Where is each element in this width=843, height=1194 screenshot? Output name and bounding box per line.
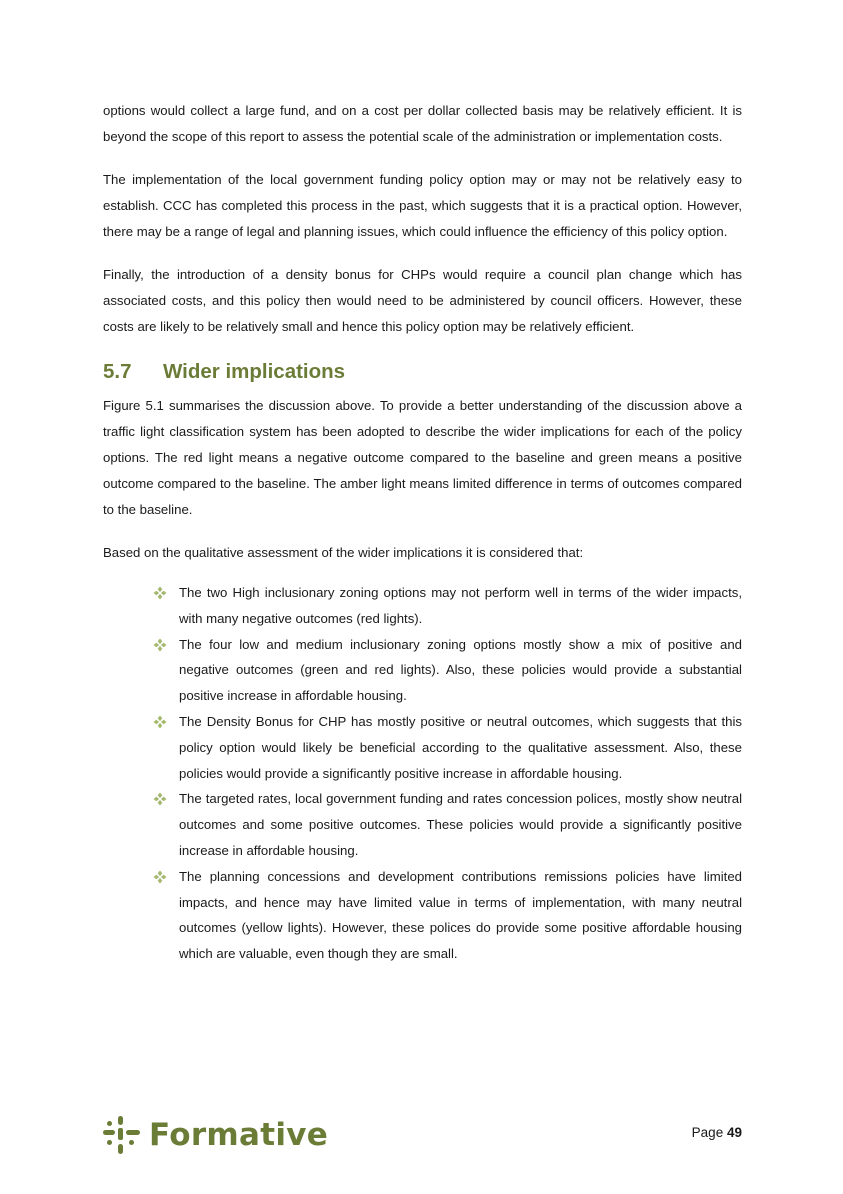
- bullet-text: The planning concessions and development contributions remissions policies have limited impacts, and hence may have limited value in terms of implementation, with many neutral outcomes (yellow lights). However, these polices do provide some positive affordable housing which are valuable, even though they are small.: [179, 868, 742, 962]
- list-item: [151, 709, 742, 786]
- list-item: [151, 632, 742, 709]
- body-paragraph: Figure 5.1 summarises the discussion above. To provide a better understanding of the discussion above a traffic light classification system has been adopted to describe the wider implications for each of the policy options. The red light means a negative outcome compared to the baseline and green means a positive outcome compared to the baseline. The amber light means limited difference in terms of outcomes compared to the baseline.: [103, 398, 742, 517]
- page-number-value: 49: [726, 1125, 742, 1140]
- list-item: [151, 864, 742, 967]
- four-diamond-bullet-icon: [153, 638, 167, 652]
- page-content: [103, 98, 742, 967]
- formative-logo-icon: [103, 1115, 141, 1155]
- four-diamond-bullet-icon: [153, 586, 167, 600]
- body-paragraph: options would collect a large fund, and on a cost per dollar collected basis may be relatively efficient. It is beyond the scope of this report to assess the potential scale of the administration or implementation costs.: [103, 103, 742, 144]
- bullet-text: The four low and medium inclusionary zoning options mostly show a mix of positive and negative outcomes (green and red lights). Also, these policies would provide a substantial positive increase in affordable housing.: [179, 636, 742, 704]
- page-number: [692, 1125, 742, 1140]
- body-paragraph: Finally, the introduction of a density bonus for CHPs would require a council plan change which has associated costs, and this policy then would need to be administered by council officers. However, these costs are likely to be relatively small and hence this policy option may be relatively efficient.: [103, 267, 742, 334]
- section-number: 5.7: [103, 360, 132, 383]
- section-title: Wider implications: [163, 360, 346, 383]
- body-paragraph: The implementation of the local government funding policy option may or may not be relatively easy to establish. CCC has completed this process in the past, which suggests that it is a practical option. However, there may be a range of legal and planning issues, which could influence the efficiency of this policy option.: [103, 172, 742, 239]
- bullet-text: The Density Bonus for CHP has mostly positive or neutral outcomes, which suggests that this policy option would likely be beneficial according to the qualitative assessment. Also, these policies would provide a significantly positive increase in affordable housing.: [179, 713, 742, 781]
- list-item: [151, 580, 742, 632]
- four-diamond-bullet-icon: [153, 715, 167, 729]
- body-paragraph: Based on the qualitative assessment of the wider implications it is considered that:: [103, 545, 584, 560]
- four-diamond-bullet-icon: [153, 870, 167, 884]
- page-label: Page: [691, 1125, 724, 1140]
- four-diamond-bullet-icon: [153, 792, 167, 806]
- bullet-list: [103, 580, 742, 967]
- bullet-text: The targeted rates, local government funding and rates concession polices, mostly show neutral outcomes and some positive outcomes. These policies would provide a significantly positive increase in affordable housing.: [179, 791, 742, 858]
- section-heading: [103, 357, 742, 387]
- logo-text: Formative: [149, 1117, 329, 1153]
- list-item: [151, 786, 742, 863]
- bullet-text: The two High inclusionary zoning options may not perform well in terms of the wider impacts, with many negative outcomes (red lights).: [179, 585, 742, 626]
- company-logo: [103, 1115, 328, 1155]
